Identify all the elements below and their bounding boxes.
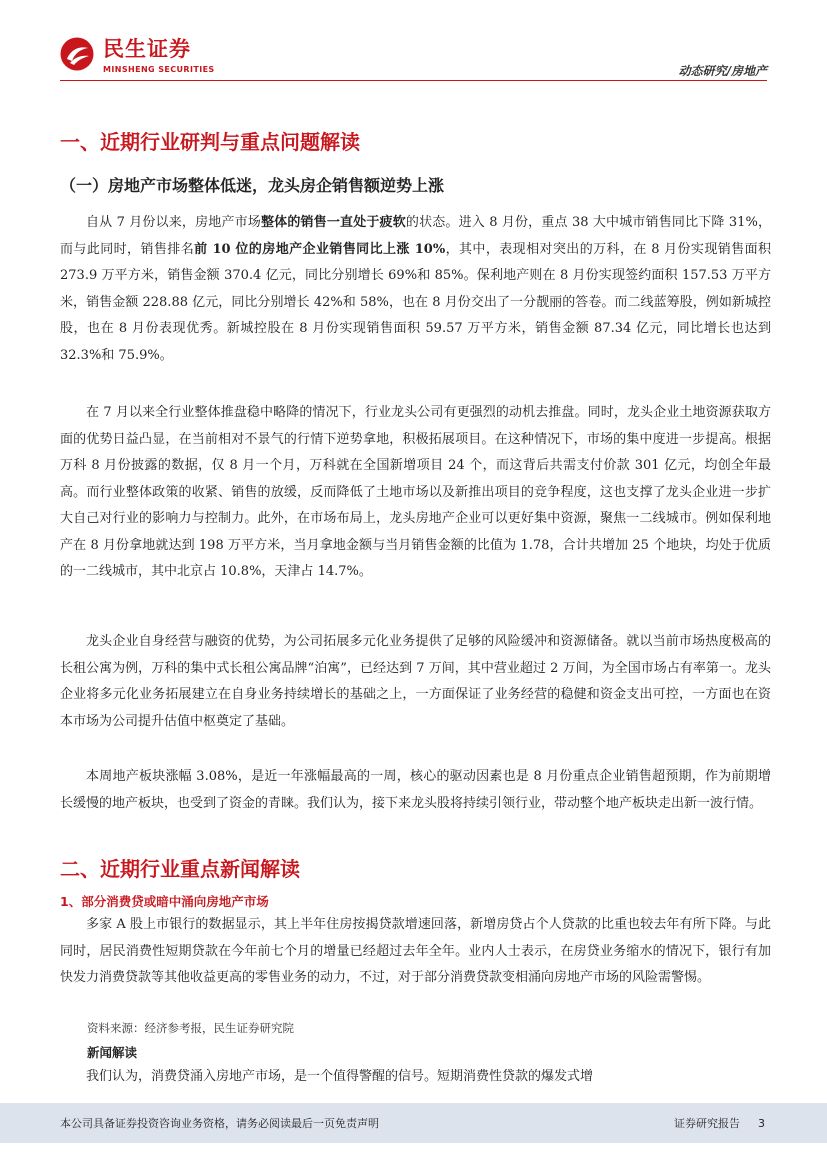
- page-footer: [0, 1103, 827, 1143]
- report-type: 证券研究报告: [674, 1117, 740, 1130]
- highlight-text: 整体的销售一直处于疲软: [260, 215, 406, 230]
- news-title: 1、部分消费贷或暗中涌向房地产市场: [60, 894, 269, 909]
- footer-disclaimer: 本公司具备证券投资咨询业务资格，请务必阅读最后一页免责声明: [60, 1117, 379, 1130]
- report-category: 动态研究/房地产: [678, 64, 767, 78]
- source-note: 资料来源：经济参考报，民生证券研究院: [87, 1021, 294, 1035]
- news-body: 多家 A 股上市银行的数据显示，其上半年住房按揭贷款增速回落，新增房贷占个人贷款的比重也较去年有所下降。与此同时，居民消费性短期贷款在今年前七个月的增量已经超过去年全年。业内人士表示，在房贷业务缩水的情况下，银行有加快发力消费贷款等其他收益更高的零售业务的动力，不过，对于部分消费贷款变相涌向房地产市场的风险需警惕。: [60, 917, 771, 985]
- brand-name-en: MINSHENG SECURITIES: [103, 65, 215, 74]
- page-number: 3: [758, 1117, 765, 1130]
- minsheng-logo-icon: [60, 37, 94, 71]
- page-header: [0, 0, 827, 80]
- paragraph-2: 在 7 月以来全行业整体推盘稳中略降的情况下，行业龙头公司有更强烈的动机去推盘。同时，龙头企业土地资源获取方面的优势日益凸显，在当前相对不景气的行情下逆势拿地，积极拓展项目。在这种情况下，市场的集中度进一步提高。根据万科 8 月份披露的数据，仅 8 月一个月，万科就在全国新增项目 24 个，而这背后共需支付价款 301 亿元，均创全年最高。而行业整体政策的收紧、销售的放缓，反而降低了土地市场以及新推出项目的竞争程度，这也支撑了龙头企业进一步扩大自己对行业的影响力与控制力。此外，在市场布局上，龙头房地产企业可以更好集中资源，聚焦一二线城市。例如保利地产在 8 月份拿地就达到 198 万平方米，当月拿地金额与当月销售金额的比值为 1.78，合计共增加 25 个地块，均处于优质的一二线城市，其中北京占 10.8%，天津占 14.7%。: [60, 405, 771, 579]
- section-title-1: 一、近期行业研判与重点问题解读: [60, 130, 360, 154]
- highlight-text: 前 10 位的房地产企业销售同比上涨 10%: [194, 241, 446, 257]
- footer-info: [656, 1115, 765, 1131]
- section-title-2: 二、近期行业重点新闻解读: [60, 857, 300, 881]
- paragraph-4: 本周地产板块涨幅 3.08%，是近一年涨幅最高的一周，核心的驱动因素也是 8 月份重点企业销售超预期，作为前期增长缓慢的地产板块，也受到了资金的青睐。我们认为，接下来龙头股将持续引领行业，带动整个地产板块走出新一波行情。: [60, 769, 771, 811]
- subsection-title-1: （一）房地产市场整体低迷，龙头房企销售额逆势上涨: [60, 176, 445, 195]
- news-interpretation-text: 我们认为，消费贷涌入房地产市场，是一个值得警醒的信号。短期消费性贷款的爆发式增: [86, 1069, 594, 1084]
- header-divider: [60, 80, 767, 81]
- news-interpretation-label: 新闻解读: [87, 1045, 138, 1060]
- paragraph-1: 自从 7 月份以来，房地产市场整体的销售一直处于疲软的状态。进入 8 月份，重点 38 大中城市销售同比下降 31%，而与此同时，销售排名前 10 位的房地产企业销售同比上涨 10%，其中，表现相对突出的万科，在 8 月份实现销售面积 273.9 万平方米，销售金额 370.4 亿元，同比分别增长 69%和 85%。保利地产则在 8 月份实现签约面积 157.53 万平方米，销售金额 228.88 亿元，同比分别增长 42%和 58%，也在 8 月份交出了一分靓丽的答卷。而二线蓝筹股，例如新城控股，也在 8 月份表现优秀。新城控股在 8 月份实现销售面积 59.57 万平方米，销售金额 87.34 亿元，同比增长也达到 32.3%和 75.9%。: [60, 215, 771, 363]
- paragraph-3: 龙头企业自身经营与融资的优势，为公司拓展多元化业务提供了足够的风险缓冲和资源储备。就以当前市场热度极高的长租公寓为例，万科的集中式长租公寓品牌“泊寓”，已经达到 7 万间，其中营业超过 2 万间，为全国市场占有率第一。龙头企业将多元化业务拓展建立在自身业务持续增长的基础之上，一方面保证了业务经营的稳健和资金支出可控，一方面也在资本市场为公司提升估值中枢奠定了基础。: [60, 634, 771, 729]
- brand-name: 民生证券: [103, 37, 191, 61]
